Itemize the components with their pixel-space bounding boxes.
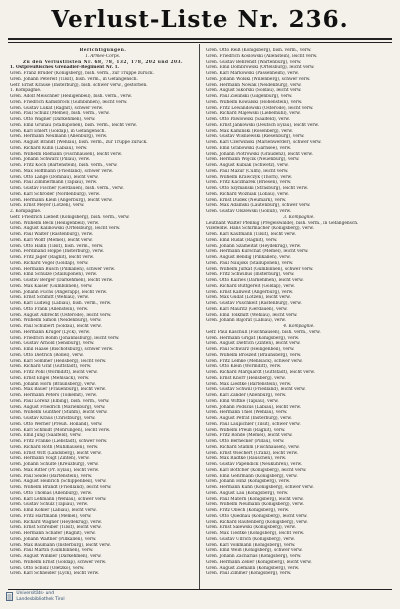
list-entry: Gren. Hermann Peters (Tolkemit), verw. (10, 393, 98, 398)
list-entry: Gren. Gustav Papendick (Neukuhren), verw. (206, 462, 303, 467)
list-entry: Gren. Adolf Meischner (Heiligenbeil), bish. verm., verw. (10, 94, 132, 99)
list-entry: Gren. Richard Wagner (Heydekrug), verw. (10, 519, 102, 525)
list-entry: Gren. Hermann Zeller (Königsberg), leicht verw. (206, 559, 312, 565)
list-entry: Gren. Johann Schwarz (Pillau), verw. (10, 157, 91, 163)
list-entry: Gren. Gustav Berger (Darkehmen), leicht verw. (10, 278, 114, 283)
list-entry: Gren. Karl Ludwig (Labiau), bish. verm., verw. (10, 301, 112, 306)
list-entry: Gren. Friedrich Böhm (Johannisburg), leicht verw. (10, 335, 120, 341)
list-entry: Gren. Otto Lange (Domnau), leicht verw. (10, 174, 99, 180)
list-entry: Gren. Otto Dietrich (Rößel), verw. (10, 352, 84, 358)
list-entry: Gren. Paul Seidel (Bartenstein), verw. (10, 473, 93, 479)
list-entry: Gren. Ernst Dudek (Neumark), verw. (206, 197, 287, 203)
list-entry: Gren. Wilhelm Beck (Heiligenbeil), verw. (10, 220, 99, 226)
list-entry: Gren. Johann Horn (Braunsberg), verw. (10, 381, 96, 387)
list-entry: Gren. Fritz Lemke (Mehlsack), schwer verw. (206, 358, 303, 364)
list-entry: Gren. Karl Schmidt (Mohrungen), leicht verw. (10, 427, 111, 433)
list-entry: Gren. Johann Podszus (Labiau), leicht verw. (206, 404, 301, 410)
list-entry: Gren. Otto Szymanski (Strasburg), leicht verw. (206, 186, 309, 191)
list-entry: Gren. Max Hoffmann (Friedland), schwer verw. (10, 168, 114, 174)
list-entry: Gren. Richard Marquardt (Guttstadt), leicht verw. (206, 370, 315, 375)
list-entry: Gren. Paul Naujoks (Stallupönen), verw. (206, 260, 294, 266)
list-entry: Gren. Gustav Kraus (Christburg), verw. (10, 416, 96, 421)
list-entry: Gren. Johann Fuchs (Angerapp), leicht verw. (10, 289, 108, 295)
list-entry: Gren. Hermann Nowak (Neidenburg), verw. (206, 82, 302, 88)
list-entry: Gren. Johann Bajorat (Labiau), verw. (206, 318, 286, 324)
page-title: Verlust-Liste Nr. 236. (51, 6, 349, 33)
list-entry: Gren. Wilhelm Riemann (Fischhausen), leicht verw. (10, 151, 122, 157)
list-entry: 1. Ostpreußisches Grenadier-Regiment Nr. 1. (10, 65, 120, 71)
list-entry: Gren. Paul Zimmer (Königsberg), verw. (206, 571, 292, 577)
list-entry: Gren. Ernst Engel (Mehlsack), verw. (10, 375, 90, 381)
list-entry: Gren. Johann Zacharias (Königsberg), verw. (206, 554, 302, 559)
list-entry: Gren. Richard Kühn (Labiau), verw. (10, 145, 88, 151)
section-heading: 3. Kompagnie. (283, 214, 315, 220)
list-entry: Gren. Friedrich Koslowski (Allenstein), leicht verw. (206, 53, 318, 59)
list-entry: Gren. August Petrat (Insterburg), verw. (206, 416, 292, 421)
list-entry: Vizefeldw. Hans Schirmacher (Königsberg), verw. (206, 226, 314, 232)
list-entry: Gren. Fritz Schwillus (Insterburg), verw. (206, 272, 295, 278)
list-entry: Gren. Karl Lehmann (Wehlau), schwer verw. (10, 496, 107, 502)
list-entry: Gren. Max Baumann (Insterburg), leicht verw. (10, 542, 111, 548)
list-entry: Gren. Paul Zielinski (Gilgenburg), verw. (206, 94, 293, 99)
list-entry: Gren. Hermann Thiel (Wehlau), verw. (206, 410, 288, 416)
right-column (206, 48, 392, 577)
list-entry: Gren. Wilhelm Neumann (Königsberg), verw. (206, 502, 304, 508)
list-entry: Gren. Johann Wolski (Willenberg), schwer verw. (206, 76, 311, 82)
list-entry: Gren. Richard Vogel (Goldap), verw. (10, 260, 89, 266)
list-entry: Gren. Otto Quednau (Königsberg), leicht verw. (206, 513, 308, 519)
list-entry: Gren. Paul Matern (Königsberg), leicht verw. (206, 496, 304, 502)
list-entry: Gren. Richard Wozniak (Löbau), verw. (206, 191, 289, 197)
list-entry: Gren. Ernst Knorr (Heilsberg), verw. (206, 375, 286, 381)
list-entry: Gren. August Sikorski (Soldau), leicht verw. (206, 88, 302, 94)
list-entry: Gren. Franz Bruder (Königsberg), bish. verm., zur Truppe zurück. (10, 71, 154, 76)
list-entry: Gren. Gustav Arnold (Sensburg), verw. (10, 341, 95, 347)
list-entry: Gren. Emil Rudat (Ragnit), verw. (206, 237, 278, 243)
list-entry: Gren. Karl Schröder (Nordenburg), verw. (10, 191, 100, 197)
section-heading: I. Armee-Corps. (85, 53, 121, 59)
list-entry: Gren. Emil Wittke (Tapiau), verw. (206, 398, 279, 404)
list-entry: Gren. Hermann Wojcik (Neuenburg), verw. (206, 157, 300, 163)
list-entry: Gren. Otto Scholz (Oletzko), verw. (10, 565, 85, 571)
list-entry: Gren. Gustav Lukat (Ragnit), schwer verw. (10, 105, 104, 111)
list-entry: Gren. Hermann Neumann (Allenburg), verw. (10, 134, 108, 140)
list-entry: Gren. Karl Mauritz (Gerdauen), verw. (206, 306, 288, 312)
section-heading: 4. Kompagnie. (283, 324, 315, 329)
list-entry: Gren. Hermann Kuhn (Königsberg), schwer verw. (206, 485, 314, 490)
list-entry: Gren. Paul Laupichler (Tilsit), schwer verw. (206, 421, 301, 427)
list-entry: Gren. Gustav Behrendt (Wartenburg), verw. (206, 59, 302, 65)
list-entry: Gren. August Lau (Königsberg), verw. (206, 490, 289, 496)
list-entry: Gren. Fritz Koch (Bartenstein), bish. verm., verw. (10, 163, 118, 168)
list-entry: Gren. Otto Bernecker (Pillau), verw. (206, 439, 285, 444)
list-entry: Gren. Fritz Rohde (Memel), leicht verw. (206, 433, 293, 439)
list-entry: Gren. Max Radtke (Rauschen), verw. (206, 456, 287, 462)
list-entry: Gren. August Kalinowski (Ortelsburg), leicht verw. (10, 226, 121, 232)
list-entry: Gren. August Winkler (Darkehmen), verw. (10, 554, 102, 559)
list-entry: Gren. Karl Böttcher (Königsberg), leicht verw. (206, 467, 307, 473)
title-rule-bottom (8, 42, 392, 43)
left-column (10, 48, 196, 577)
list-entry: Gren. Emil Grabowski (Garnsee), verw. (206, 145, 292, 151)
list-entry: Gren. Ernst Jankowski (Deutsch Eylau), leicht verw. (206, 122, 319, 128)
list-entry: Gren. Otto Pawlowski (Saalfeld), verw. (206, 117, 290, 122)
list-entry: Gren. Otto Klein (Wormditt), verw. (206, 364, 282, 370)
list-entry: Gren. Paul Schwarz (Heiligenbeil), verw. (206, 347, 295, 352)
list-entry: Gren. Friedrich Kamsbrock (Gumbinnen), leicht verw. (10, 99, 128, 105)
list-entry: Gren. Gustav Schwill (Friedland), leicht verw. (206, 387, 306, 393)
footer-credit (6, 591, 86, 602)
list-entry: Gren. Ferdinand Hoppe (Insterburg), verw. (10, 249, 104, 255)
list-entry: Gren. Fritz Ollech (Königsberg), verw. (206, 508, 290, 513)
list-entry: Gren. Wilhelm Simon (Neidenburg), verw. (10, 318, 102, 324)
list-entry: Gren. Max Ritter (Pr. Eylau), leicht verw. (10, 467, 99, 473)
list-entry: Gren. Karl Sommer (Heilsberg), leicht verw. (10, 358, 107, 364)
list-entry: Gren. Fritz Jäger (Ragnit), leicht verw. (10, 255, 95, 260)
list-entry: Gren. Ernst Kallweit (Angerburg), verw. (206, 289, 294, 295)
list-entry: Gren. Karl Schneider (Lyck), leicht verw. (10, 571, 100, 577)
list-entry: Gren. Max Kaiser (Gumbinnen), verw. (10, 283, 93, 289)
list-entry: 2. Kompagnie. (10, 209, 42, 214)
list-entry: Gren. Otto Thomas (Allenburg), verw. (10, 490, 93, 496)
list-entry: Gren. Karl Wolff (Memel), leicht verw. (10, 237, 93, 243)
list-entry: Gren. Emil Grunau (Stallupönen), bish. verm., leicht verw. (10, 122, 137, 128)
list-entry: Gren. Paul Zimmermann (Tapiau), verw. (10, 180, 98, 186)
list-entry: Gren. Karl Kaufmann (Tilsit), leicht verw. (206, 232, 296, 237)
section-heading: Berichtigungen. (79, 48, 127, 53)
list-entry: Gren. Richard Stamm (Fischhausen), verw. (206, 444, 300, 450)
list-entry: Gren. Otto Kairies (Darkehmen), leicht verw. (206, 278, 304, 283)
list-entry: Gren. Wilhelm Broszeit (Braunsberg), verw. (206, 352, 302, 358)
list-entry: Gren. Ernst Meyer (Lötzen), verw. (10, 203, 85, 209)
list-entry: Gren. August Kubiak (Schwetz), verw. (206, 163, 289, 168)
list-entry: Gren. Otto Wagner (Darkehmen), verw. (10, 117, 96, 122)
list-entry: Gren. Gustav Fischer (Gerdauen), bish. verm., verw. (10, 186, 124, 191)
list-entry: Gren. Otto Werner (Preuß. Holland), verw. (10, 421, 103, 427)
list-entry: Gren. Johann Piotrowski (Graudenz), leicht verw. (206, 151, 313, 157)
list-entry: Gren. Richard Graf (Guttstadt), verw. (10, 364, 92, 370)
list-entry: Gren. Emil Jung (Saalfeld), verw. (10, 433, 82, 439)
list-entry: Gren. Wilhelm Jurkat (Gumbinnen), schwer verw. (206, 266, 314, 272)
list-entry: Gren. Wilhelm Günther (Stuhm), leicht verw. (10, 410, 108, 416)
list-entry: Gren. Emil Tolkmitt (Wehlau), leicht verw. (206, 312, 298, 318)
list-entry: Gren. Paul Lorenz (Elbing), bish. verm., verw. (10, 398, 110, 404)
list-entry: Gren. Karl Volkmann (Königsberg), verw. (206, 542, 296, 548)
list-entry: Gren. Emil Köhler (Labiau), leicht verw. (10, 508, 97, 513)
list-entry: Gren. Hermann Klein (Angerburg), leicht verw. (10, 197, 113, 203)
list-entry: Gren. Ernst Schmitt (Wehlau), verw. (10, 295, 89, 301)
list-entry: Gren. Karl Ehlert (Goldap), in Gefangensch. (10, 128, 106, 134)
list-entry: Gren. Gustav Ullrich (Königsberg), verw. (206, 536, 295, 542)
list-entry: Gren. Hermann Busch (Pillkallen), schwer verw. (10, 266, 115, 272)
list-entry: Gren. Wilhelm Krawczyk (Thorn), verw. (206, 174, 292, 180)
list-entry: Gren. Emil Schulze (Stallupönen), verw. (10, 272, 98, 278)
list-entry: Gren. Fritz Lewandowski (Osterode), leicht verw. (206, 105, 314, 111)
list-entry: Leutnant Walter Pfennig (Pregelswalde), bish. verm., in Gefangensch. (206, 220, 359, 226)
list-entry: Gren. Otto Hahn (Tilsit), bish. verm., verw. (10, 243, 104, 249)
list-entry: Gren. Paul Martin (Gumbinnen), verw. (10, 548, 94, 554)
list-entry: Gren. Fritz Franke (Liebstadt), schwer verw. (10, 439, 108, 444)
list-entry: Gren. Wilhelm Kowalski (Hohenstein), verw. (206, 99, 303, 105)
list-entry: Gren. Otto Reiß (Königsberg), bish. verm., verw. (206, 48, 312, 53)
list-entry: Gren. Paul Schulz (Memel), bish. verm., verw. (10, 111, 110, 117)
list-entry: Gren. Wilhelm Brandt (Friedland), leicht verw. (10, 485, 112, 490)
list-entry: Gren. August Bendig (Pillkallen), verw. (206, 255, 291, 260)
list-entry: Gren. Hermann Krüger (Lyck), verw. (10, 329, 91, 335)
list-entry: Gefr. Paul Kaschull (Fischhausen), bish. verm., verw. (206, 329, 321, 335)
list-entry: Gefr. Ernst Krause (Insterburg), bish. schwer verw., gestorben. (10, 82, 148, 88)
list-entry: Gren. Max Adamski (Lautenburg), schwer verw. (206, 203, 311, 209)
list-entry: Gren. Otto Frank (Allenstein), verw. (10, 306, 89, 312)
column-separator (199, 44, 200, 589)
list-entry: Gren. Emil Dombrowski (Ortelsburg), leicht verw. (206, 65, 315, 71)
bottom-rule (8, 589, 392, 590)
list-entry: Gren. Max Bauer (Frauenburg), leicht verw. (10, 387, 106, 393)
list-entry: Gren. Gustav Olszewski (Gollub), verw. (206, 209, 292, 214)
list-entry: Gren. Hermann Grigat (Königsberg), verw. (206, 335, 300, 341)
list-entry: Gren. Hermann Voigt (Zinten), verw. (10, 456, 90, 462)
list-entry: Gren. Hermann Schäfer (Ragnit), verw. (10, 531, 96, 536)
list-entry: Gren. Gustav Wisniewski (Riesenburg), verw. (206, 134, 305, 140)
list-entry: Gren. Johann Hinz (Königsberg), verw. (206, 479, 291, 485)
list-entry: Gren. Emil Gehrmann (Königsberg), verw. (206, 473, 298, 479)
list-entry: Gren. Paul Walter (Rastenburg), verw. (10, 232, 94, 237)
list-entry: Gren. Ernst Wiechert (Cranz), leicht verw. (206, 450, 299, 456)
list-entry: Gren. Paul Mazur (Culm), leicht verw. (206, 168, 289, 174)
list-entry: Gren. Gustav Puschkeit (Rastenburg), verw. (206, 301, 302, 306)
list-entry: Gren. Karl Zander (Allenburg), verw. (206, 393, 287, 398)
list-entry: Gren. Karl Czerwinski (Marienwerder), schwer verw. (206, 140, 322, 145)
footer-line-2: Landesbibliothek Tirol (16, 596, 65, 602)
section-heading: Zu den Verlustlisten Nr. 68, 78, 132, 178, 202 und 203. (22, 59, 184, 65)
list-entry: Gren. Richard Majewski (Liebemühl), verw. (206, 111, 301, 117)
list-entry: Gren. Johann Walther (Pillkallen), verw. (10, 536, 97, 542)
list-entry: Gren. Johann Schulte (Kreuzburg), verw. (10, 462, 99, 467)
list-entry: Gren. Paul Schubert (Soldau), leicht verw. (10, 324, 102, 329)
list-entry: Gren. August Heinrich (Schippenbeil), verw. (10, 479, 107, 485)
list-entry: Gren. Wilhelm Preuß (Ragnit), verw. (206, 427, 286, 433)
list-entry: Gren. Hermann Kurschat (Memel), leicht verw. (206, 249, 309, 255)
list-entry: Gefr. Friedrich Liebelt (Königsberg), bish. verm., verw. (10, 214, 130, 220)
list-entry: 1. Kompagnie. (10, 88, 42, 94)
list-entry: Gren. Ernst Witt (Landsberg), leicht verw. (10, 450, 102, 456)
list-entry: Gren. Emil Weiß (Königsberg), schwer verw. (206, 548, 303, 554)
list-entry: Gren. Gustav Schulz (Tapiau), verw. (10, 502, 89, 508)
list-entry: Gren. Richard Buttgereit (Goldap), verw. (206, 283, 295, 289)
list-entry: Gren. Richard Roth (Mühlhausen), verw. (10, 444, 99, 450)
list-entry: Gren. Max Kaminski (Rosenberg), verw. (206, 128, 293, 134)
list-entry: Gren. August Friedrich (Marienburg), verw. (10, 404, 106, 410)
list-entry: Gren. August Dietrich (Zinten), leicht verw. (206, 341, 301, 347)
list-entry: Gren. Fritz Pohl (Wormditt), leicht verw. (10, 370, 98, 375)
list-entry: Gren. August Ziemann (Königsberg), verw. (206, 565, 300, 571)
list-entry: Gren. Johann Szameitat (Heydekrug), verw. (206, 243, 302, 249)
list-entry: Gren. Max Gudat (Lötzen), leicht verw. (206, 295, 291, 301)
footer-line-1: Universitäts- und (16, 591, 54, 596)
list-entry: Gren. Ernst Salewski (Königsberg), verw. (206, 525, 296, 531)
list-entry: Gren. Wilhelm Ernst (Goldap), schwer verw. (10, 559, 107, 565)
list-entry: Gren. Fritz Hartmann (Memel), verw. (10, 513, 92, 519)
library-logo-icon (6, 592, 13, 601)
list-entry: Gren. Max Liedtke (Bartenstein), verw. (206, 381, 292, 387)
title-rule-top (8, 38, 392, 40)
list-entry: Gren. Richard Rautenberg (Königsberg), verw. (206, 519, 308, 525)
list-entry: Gren. Max Tiedtke (Königsberg), leicht verw. (206, 531, 305, 536)
list-entry: Gren. August Brandt (Wehlau), bish. verm., zur Truppe zurück. (10, 140, 148, 145)
list-entry: Gren. Karl Markowski (Passenheim), verw. (206, 71, 299, 76)
list-entry: Gren. Johann Petereit (Tilsit), bish. verm., in Gefangensch. (10, 76, 138, 82)
list-entry: Gren. Emil Haase (Bischofsburg), schwer verw. (10, 347, 114, 352)
list-entry: Gren. Fritz Kaczmarek (Briesen), verw. (206, 180, 292, 186)
list-entry: Gren. Ernst Schreiber (Tilsit), leicht verw. (10, 525, 102, 531)
list-entry: Gren. August Albrecht (Osterode), leicht verw. (10, 312, 112, 318)
